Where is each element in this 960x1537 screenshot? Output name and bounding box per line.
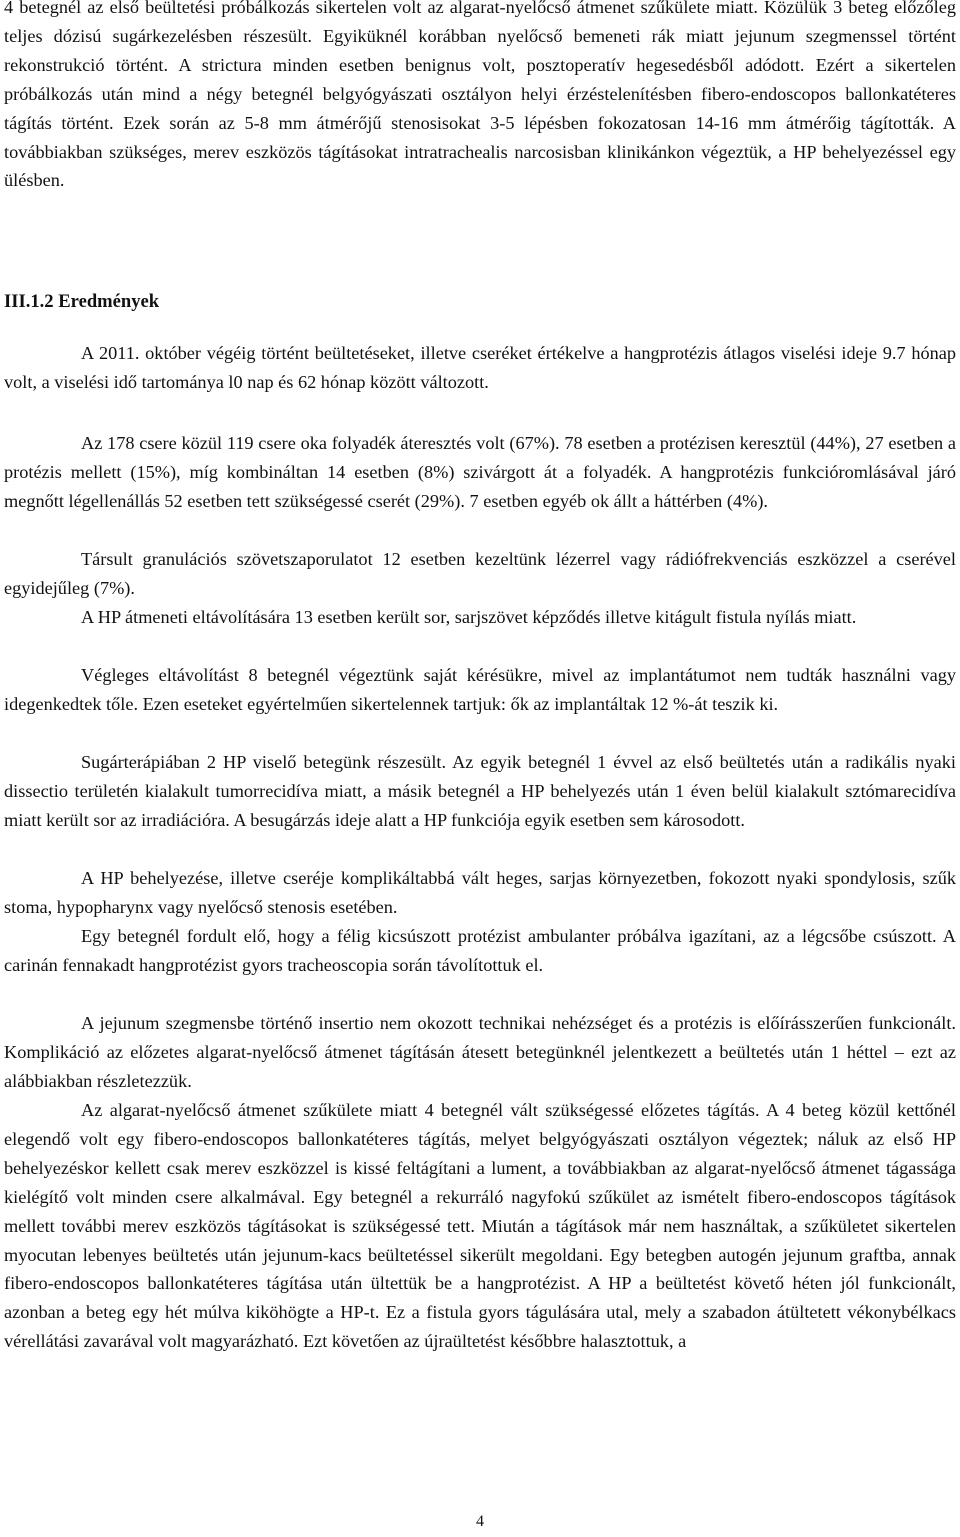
page-number: 4 — [476, 1513, 484, 1530]
results-paragraph-7: A HP behelyezése, illetve cseréje komplikáltabbá vált heges, sarjas környezetben, fokozott nyaki spondylosis, szűk stoma, hypopharynx vagy nyelőcső stenosis esetében. — [4, 868, 956, 917]
intro-paragraph: 4 betegnél az első beültetési próbálkozás sikertelen volt az algarat-nyelőcső átmenet szűkülete miatt. Közülük 3 beteg előzőleg teljes dózisú sugárkezelésben részesült. Egyiküknél korábban nyelőcső bemeneti rák miatt jejunum szegmenssel történt rekonstrukció történt. A strictura minden esetben benignus volt, posztoperatív hegesedésből adódott. Ezért a sikertelen próbálkozás után mind a négy betegnél belgyógyászati osztályon helyi érzéstelenítésben fibero-endoscopos ballonkatéteres tágítás történt. Ezek során az 5-8 mm átmérőjű stenosisokat 3-5 lépésben fokozatosan 14-16 mm átmérőig tágították. A továbbiakban szükséges, merev eszközös tágításokat intratrachealis narcosisban klinikánkon végeztük, a HP behelyezéssel egy ülésben. — [4, 0, 956, 191]
results-paragraph-2: Az 178 csere közül 119 csere oka folyadék áteresztés volt (67%). 78 esetben a protézisen keresztül (44%), 27 esetben a protézis mellett (15%), míg kombináltan 14 esetben (8%) szivárgott át a folyadék. A hangprotézis funkcióromlásával járó megnőtt légellenállás 52 esetben tett szükségessé cserét (29%). 7 esetben egyéb ok állt a háttérben (4%). — [4, 433, 956, 511]
results-paragraph-8: Egy betegnél fordult elő, hogy a félig kicsúszott protézist ambulanter próbálva igazítani, az a légcsőbe csúszott. A carinán fennakadt hangprotézist gyors tracheoscopia során távolítottuk el. — [4, 926, 956, 975]
results-paragraph-5: Végleges eltávolítást 8 betegnél végeztünk saját kérésükre, mivel az implantátumot nem tudták használni vagy idegenkedtek tőle. Ezen eseteket egyértelműen sikertelennek tartjuk: ők az implantáltak 12 %-át teszik ki. — [4, 665, 956, 714]
results-paragraph-9: A jejunum szegmensbe történő insertio nem okozott technikai nehézséget és a protézis is előírásszerűen funkcionált. Komplikáció az előzetes algarat-nyelőcső átmenet tágításán átesett betegünknél jelentkezett a beültetés után 1 héttel – ezt az alábbiakban részletezzük. — [4, 1013, 956, 1091]
results-paragraph-6: Sugárterápiában 2 HP viselő betegünk részesült. Az egyik betegnél 1 évvel az első beültetés után a radikális nyaki dissectio területén kialakult tumorrecidíva miatt, a másik betegnél a HP behelyezés után 1 éven belül kialakult sztómarecidíva miatt került sor az irradiációra. A besugárzás ideje alatt a HP funkciója egyik esetben sem károsodott. — [4, 752, 956, 830]
section-heading: III.1.2 Eredmények — [4, 291, 160, 312]
results-paragraph-1: A 2011. október végéig történt beültetéseket, illetve cseréket értékelve a hangprotézis átlagos viselési ideje 9.7 hónap volt, a viselési idő tartománya l0 nap és 62 hónap között változott. — [4, 343, 956, 392]
results-paragraph-4: A HP átmeneti eltávolítására 13 esetben került sor, sarjszövet képződés illetve kitágult fistula nyílás miatt. — [81, 607, 857, 627]
results-paragraph-10: Az algarat-nyelőcső átmenet szűkülete miatt 4 betegnél vált szükségessé előzetes tágítás. A 4 beteg közül kettőnél elegendő volt egy fibero-endoscopos ballonkatéteres tágítás, melyet belgyógyászati osztályon végeztek; náluk az első HP behelyezéskor kellett csak merev eszközzel is kissé feltágítani a lument, a továbbiakban az algarat-nyelőcső átmenet tágassága kielégítő volt minden csere alkalmával. Egy betegnél a rekurráló nagyfokú szűkület az ismételt fibero-endoscopos tágítások mellett további merev eszközös tágításokat is szükségessé tett. Miután a tágítások már nem használtak, a szűkületet sikertelen myocutan lebenyes beültetés után jejunum-kacs beültetéssel sikerült megoldani. Egy betegben autogén jejunum graftba, annak fibero-endoscopos ballonkatéteres tágítása után ültettük be a hangprotézist. A HP a beültetést követő héten jól funkcionált, azonban a beteg egy hét múlva kiköhögte a HP-t. Ez a fistula gyors tágulására utal, mely a szabadon átültetett vékonybélkacs vérellátási zavarával volt magyarázható. Ezt követően az újraültetést későbbre halasztottuk, a — [4, 1100, 956, 1352]
results-paragraph-3: Társult granulációs szövetszaporulatot 12 esetben kezeltünk lézerrel vagy rádiófrekvenciás eszközzel a cserével egyidejűleg (7%). — [4, 549, 956, 598]
